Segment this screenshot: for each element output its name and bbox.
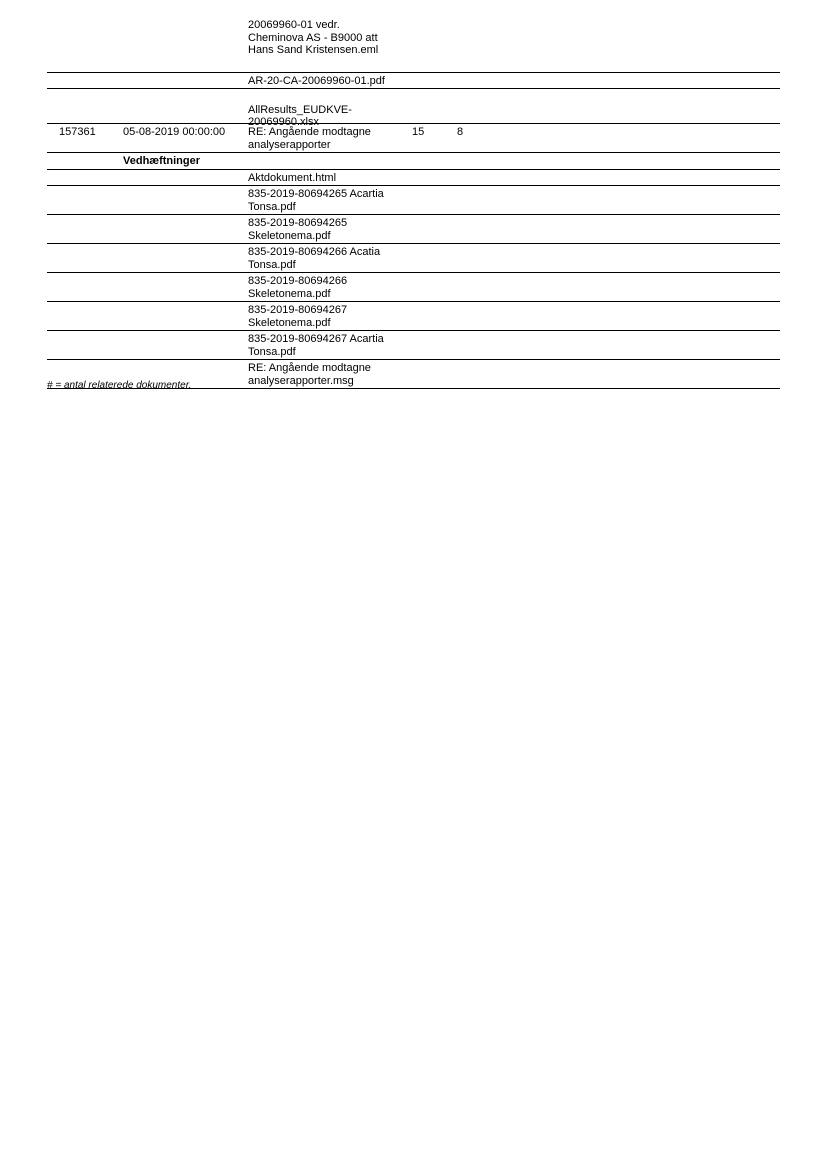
doc-title <box>248 91 352 129</box>
doc-title-line: analyserapporter <box>248 138 331 151</box>
doc-title-line: Hans Sand Kristensen.eml <box>248 44 379 56</box>
table-row <box>47 331 780 360</box>
table-row <box>47 124 780 153</box>
footnote: # = antal relaterede dokumenter. <box>47 380 192 391</box>
table-row <box>47 302 780 331</box>
doc-title-line: RE: Angående modtagne <box>248 126 371 138</box>
doc-title-line: Cheminova AS - B9000 att <box>248 31 378 44</box>
section-heading: Vedhæftninger <box>123 155 201 167</box>
doc-title <box>248 19 378 57</box>
doc-title-line <box>248 91 352 104</box>
document-list-table <box>47 19 780 389</box>
doc-title <box>248 333 384 358</box>
doc-title-line: 20069960.xlsx <box>248 116 319 128</box>
doc-title-line: Aktdokument.html <box>248 172 337 184</box>
doc-title-line: 835-2019-80694265 Acartia <box>248 188 384 200</box>
doc-title-line: AllResults_EUDKVE- <box>248 103 352 116</box>
table-row <box>47 186 780 215</box>
doc-date: 05-08-2019 00:00:00 <box>123 126 226 138</box>
table-row <box>47 170 780 186</box>
doc-title-line: AR-20-CA-20069960-01.pdf <box>248 75 385 87</box>
doc-title <box>248 217 347 242</box>
doc-title-line: 835-2019-80694265 <box>248 217 348 229</box>
doc-title-line: analyserapporter.msg <box>248 374 354 387</box>
doc-title <box>248 362 371 387</box>
related-count: 8 <box>457 126 464 138</box>
doc-title <box>248 275 347 300</box>
doc-title <box>248 246 380 271</box>
doc-title <box>248 304 347 329</box>
doc-title-line: Tonsa.pdf <box>248 345 296 358</box>
table-row <box>47 215 780 244</box>
doc-title-line: Tonsa.pdf <box>248 258 296 271</box>
doc-id: 157361 <box>59 126 96 138</box>
doc-title-line: Skeletonema.pdf <box>248 229 331 242</box>
doc-title-line: 20069960-01 vedr. <box>248 19 340 31</box>
table-row <box>47 273 780 302</box>
doc-title-line: Skeletonema.pdf <box>248 287 331 300</box>
table-row <box>47 244 780 273</box>
doc-title <box>248 126 371 151</box>
table-row <box>47 89 780 128</box>
doc-title-line: Tonsa.pdf <box>248 200 296 213</box>
doc-title <box>248 188 384 213</box>
doc-title-line: 835-2019-80694267 Acartia <box>248 333 384 345</box>
table-row <box>47 73 780 89</box>
doc-title <box>248 172 336 185</box>
table-row <box>47 153 780 170</box>
doc-number: 15 <box>412 126 425 138</box>
doc-title <box>248 75 385 88</box>
doc-title-line: 835-2019-80694266 Acatia <box>248 246 381 258</box>
doc-title-line: 835-2019-80694267 <box>248 304 348 316</box>
table-row <box>47 19 780 73</box>
doc-title-line: RE: Angående modtagne <box>248 362 371 374</box>
doc-title-line: Skeletonema.pdf <box>248 316 331 329</box>
doc-title-line: 835-2019-80694266 <box>248 275 348 287</box>
